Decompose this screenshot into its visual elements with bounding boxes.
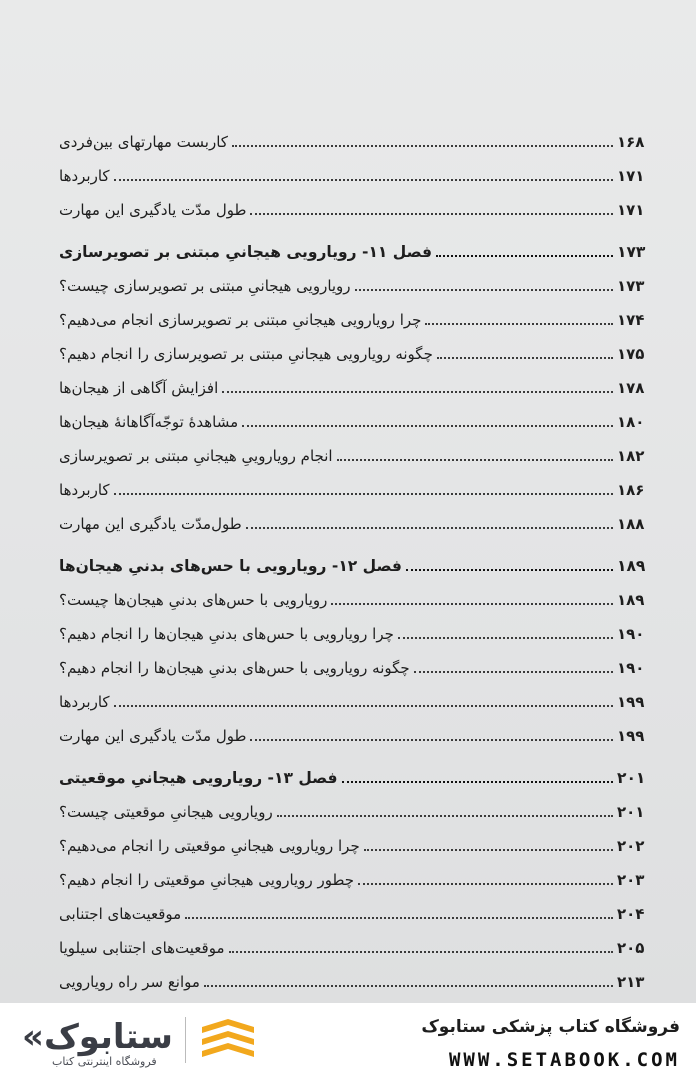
toc-entry-row	[55, 788, 655, 822]
entry-title: موقعیت‌های اجتنابی	[59, 905, 182, 923]
toc-entry-row	[55, 924, 655, 958]
chevron-stack-icon	[198, 1017, 258, 1067]
dot-leader	[331, 602, 613, 605]
dot-leader	[229, 950, 614, 953]
entry-title: انجام رویاروییِ هیجانیِ مبتنی بر تصویرسازی	[59, 447, 333, 465]
entry-title: افزایش آگاهی از هیجان‌ها	[59, 379, 219, 397]
page-number: ۱۹۹	[617, 693, 645, 711]
entry-title: چرا رویارویی هیجانیِ موقعیتی را انجام می‌دهیم؟	[59, 837, 360, 855]
dot-leader	[242, 424, 613, 427]
toc-entry-row	[55, 296, 655, 330]
page-number: ۲۰۵	[617, 939, 645, 957]
dot-leader	[114, 704, 613, 707]
page-number: ۱۸۹	[617, 557, 646, 575]
toc-entry-row	[55, 118, 655, 152]
page-number: ۱۷۵	[617, 345, 645, 363]
page-number: ۱۷۱	[617, 167, 645, 185]
entry-title: چرا رویارویی هیجانیِ مبتنی بر تصویرسازی انجام می‌دهیم؟	[59, 311, 422, 329]
entry-title: کاربردها	[59, 693, 110, 711]
dot-leader	[185, 916, 613, 919]
chapter-spacer	[55, 534, 655, 540]
page-number: ۱۹۹	[617, 727, 645, 745]
entry-title: طول مدّت یادگیری این مهارت	[59, 727, 247, 745]
entry-title: کاربردها	[59, 167, 110, 185]
footer-banner	[0, 1003, 696, 1080]
dot-leader	[114, 178, 613, 181]
entry-title: چگونه رویارویی هیجانیِ مبتنی بر تصویرسازی را انجام دهیم؟	[59, 345, 433, 363]
toc-chapter-row	[55, 228, 655, 262]
chapter-spacer	[55, 746, 655, 752]
toc-entry-row	[55, 262, 655, 296]
page-number: ۱۸۹	[617, 591, 645, 609]
dot-leader	[406, 568, 613, 571]
page-number: ۱۷۸	[617, 379, 645, 397]
dot-leader	[222, 390, 613, 393]
toc-entry-row	[55, 890, 655, 924]
dot-leader	[355, 288, 613, 291]
dot-leader	[204, 984, 613, 987]
entry-title: کاربست مهارتهای بین‌فردی	[59, 133, 228, 151]
page-number: ۱۸۲	[617, 447, 645, 465]
page-number: ۱۸۸	[617, 515, 645, 533]
entry-title: موقعیت‌های اجتنابی سیلویا	[59, 939, 225, 957]
footer-divider	[185, 1017, 186, 1063]
entry-title: رویارویی با حس‌های بدنیِ هیجان‌ها چیست؟	[59, 591, 328, 609]
toc-entry-row	[55, 992, 655, 1003]
toc-entry-row	[55, 186, 655, 220]
dot-leader	[342, 780, 613, 783]
page-number: ۲۰۳	[617, 871, 645, 889]
dot-leader	[337, 458, 613, 461]
toc-entry-row	[55, 576, 655, 610]
toc-entry-row	[55, 364, 655, 398]
dot-leader	[437, 356, 613, 359]
dot-leader	[250, 738, 613, 741]
toc-entry-row	[55, 466, 655, 500]
page-number: ۱۹۰	[617, 659, 645, 677]
page-number: ۲۰۱	[617, 769, 646, 787]
dot-leader	[250, 212, 613, 215]
dot-leader	[436, 254, 613, 257]
entry-title: طول مدّت یادگیری این مهارت	[59, 201, 247, 219]
dot-leader	[425, 322, 613, 325]
dot-leader	[414, 670, 613, 673]
toc-entry-row	[55, 500, 655, 534]
toc-entry-row	[55, 610, 655, 644]
entry-title: طول‌مدّت یادگیری این مهارت	[59, 515, 242, 533]
store-name: فروشگاه کتاب پزشکی ستابوک	[421, 1017, 680, 1037]
table-of-contents	[55, 118, 655, 1003]
toc-entry-row	[55, 678, 655, 712]
entry-title: رویارویی هیجانیِ مبتنی بر تصویرسازی چیست؟	[59, 277, 351, 295]
dot-leader	[277, 814, 613, 817]
toc-entry-row	[55, 152, 655, 186]
toc-entry-row	[55, 432, 655, 466]
page-number: ۱۷۳	[617, 277, 645, 295]
toc-entry-row	[55, 856, 655, 890]
toc-entry-row	[55, 644, 655, 678]
chapter-title: فصل ۱۳- رویارویی هیجانیِ موقعیتی	[59, 769, 338, 787]
entry-title: رویارویی هیجانیِ موقعیتی چیست؟	[59, 803, 273, 821]
toc-chapter-row	[55, 542, 655, 576]
entry-title: چطور رویارویی هیجانیِ موقعیتی را انجام دهیم؟	[59, 871, 355, 889]
chapter-title: فصل ۱۱- رویارویی هیجانیِ مبتنی بر تصویرسازی	[59, 243, 433, 261]
page-number: ۱۸۶	[617, 481, 645, 499]
entry-title: چرا رویارویی با حس‌های بدنیِ هیجان‌ها را انجام دهیم؟	[59, 625, 394, 643]
logo-wordmark: «ستابوک	[22, 1017, 173, 1057]
logo-subtitle: فروشگاه اینترنتی کتاب	[52, 1055, 157, 1068]
store-url[interactable]: WWW.SETABOOK.COM	[448, 1049, 680, 1071]
page-number: ۱۷۱	[617, 201, 645, 219]
toc-entry-row	[55, 958, 655, 992]
page-number: ۱۹۰	[617, 625, 645, 643]
page-number: ۱۸۰	[617, 413, 645, 431]
dot-leader	[364, 848, 613, 851]
entry-title: موانع سر راه رویارویی	[59, 973, 200, 991]
dot-leader	[358, 882, 613, 885]
dot-leader	[114, 492, 613, 495]
entry-title: چگونه رویارویی با حس‌های بدنیِ هیجان‌ها را انجام دهیم؟	[59, 659, 410, 677]
toc-entry-row	[55, 822, 655, 856]
dot-leader	[232, 144, 613, 147]
dot-leader	[246, 526, 613, 529]
chapter-spacer	[55, 220, 655, 226]
page-number: ۲۰۴	[617, 905, 645, 923]
toc-chapter-row	[55, 754, 655, 788]
page-number: ۱۶۸	[617, 133, 645, 151]
page-number: ۲۱۳	[617, 973, 645, 991]
entry-title: مشاهدهٔ توجّه‌آگاهانهٔ هیجان‌ها	[59, 413, 239, 431]
toc-entry-row	[55, 398, 655, 432]
entry-title: کاربردها	[59, 481, 110, 499]
dot-leader	[398, 636, 613, 639]
page-number: ۱۷۳	[617, 243, 646, 261]
toc-entry-row	[55, 712, 655, 746]
toc-entry-row	[55, 330, 655, 364]
page-number: ۲۰۲	[617, 837, 645, 855]
page-number: ۱۷۴	[617, 311, 645, 329]
chapter-title: فصل ۱۲- رویارویی با حس‌های بدنیِ هیجان‌ها	[59, 557, 402, 575]
page-number: ۲۰۱	[617, 803, 645, 821]
